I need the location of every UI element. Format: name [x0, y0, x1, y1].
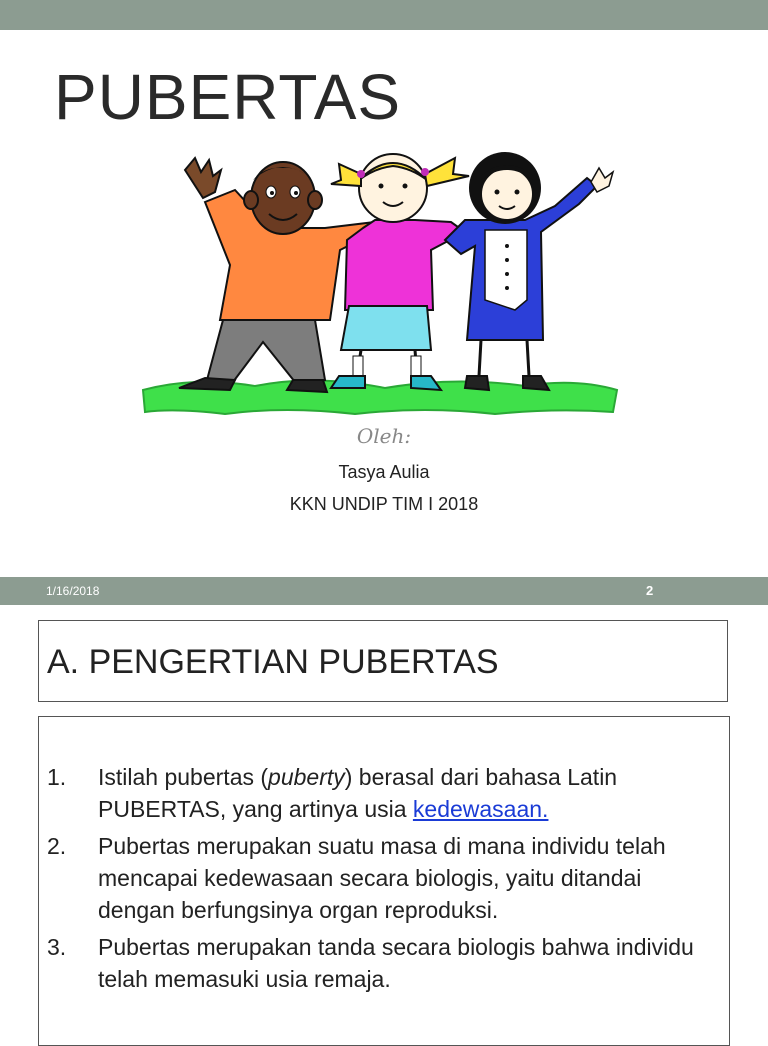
point-italic-term: puberty: [268, 764, 345, 790]
slide-footer-bar: [0, 577, 768, 605]
section-heading: A. PENGERTIAN PUBERTAS: [47, 643, 499, 681]
content-box: [38, 716, 730, 1046]
dark-hair-girl-figure: [445, 152, 613, 390]
points-list: [47, 761, 717, 1000]
slide-title: PUBERTAS: [54, 61, 402, 133]
kedewasaan-link[interactable]: kedewasaan.: [412, 796, 549, 822]
list-number: 1.: [47, 764, 67, 790]
organization-name: KKN UNDIP TIM I 2018: [289, 494, 479, 514]
point-text: Pubertas merupakan tanda secara biologis bahwa individu telah memasuki usia remaja.: [98, 934, 694, 992]
point-text: Istilah pubertas (: [98, 764, 269, 790]
point-text-continued: ) berasal dari bahasa Latin PUBERTAS, yang artinya usia: [98, 764, 618, 822]
top-bar: [0, 0, 768, 30]
list-number: 3.: [47, 934, 67, 960]
list-item: [47, 761, 717, 825]
three-children-waving-illustration: [135, 150, 625, 420]
list-number: 2.: [47, 833, 67, 859]
list-item: [47, 931, 717, 995]
point-text: Pubertas merupakan suatu masa di mana individu telah mencapai kedewasaan secara biologis, yaitu ditandai dengan berfungsinya organ reproduksi.: [98, 833, 666, 923]
list-item: [47, 830, 717, 926]
slide-date: 1/16/2018: [46, 584, 100, 598]
author-name: Tasya Aulia: [338, 462, 430, 482]
heading-box: [38, 620, 728, 702]
by-label: Oleh:: [356, 424, 412, 448]
blonde-girl-figure: [331, 154, 469, 390]
slide-number: 2: [646, 583, 654, 598]
